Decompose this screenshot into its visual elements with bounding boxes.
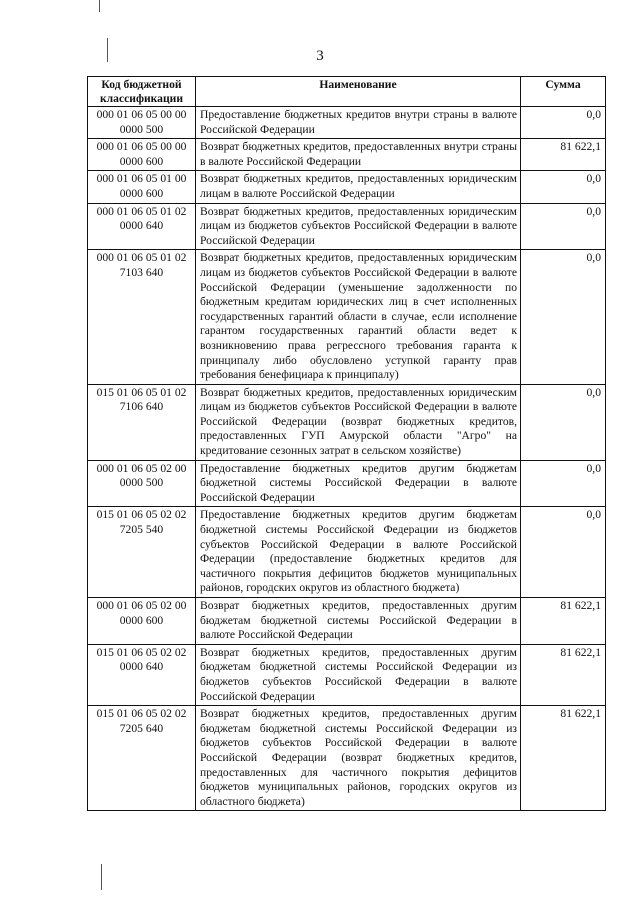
row-name: Возврат бюджетных кредитов, предоставленных другим бюджетам бюджетной системы Российской Федерации из бюджетов субъектов Российской Федерации в валюте Российской Федерации — [196, 644, 521, 705]
budget-classification-table — [87, 76, 606, 811]
row-code: 015 01 06 05 02 02 0000 640 — [88, 644, 196, 705]
row-code: 015 01 06 05 01 02 7106 640 — [88, 384, 196, 460]
table-row — [88, 507, 606, 598]
table-header-row — [88, 77, 606, 107]
row-sum: 0,0 — [521, 107, 606, 139]
row-sum: 81 622,1 — [521, 139, 606, 171]
row-sum: 0,0 — [521, 203, 606, 250]
row-code: 000 01 06 05 01 00 0000 600 — [88, 171, 196, 203]
row-name: Предоставление бюджетных кредитов другим бюджетам бюджетной системы Российской Федерации из бюджетов субъектов Российской Федерации в валюте Российской Федерации (предоставление бюджетных кредитов для частичного покрытия дефицитов бюджетов муниципальных районов, городских округов из областного бюджета) — [196, 507, 521, 598]
table-row — [88, 171, 606, 203]
header-code: Код бюджетной классификации — [88, 77, 196, 107]
table-row — [88, 139, 606, 171]
row-code: 000 01 06 05 01 02 0000 640 — [88, 203, 196, 250]
header-sum: Сумма — [521, 77, 606, 107]
row-sum: 0,0 — [521, 460, 606, 507]
table-row — [88, 644, 606, 705]
table-row — [88, 706, 606, 811]
row-sum: 0,0 — [521, 384, 606, 460]
row-sum: 81 622,1 — [521, 598, 606, 645]
row-code: 015 01 06 05 02 02 7205 640 — [88, 706, 196, 811]
table-row — [88, 203, 606, 250]
row-sum: 81 622,1 — [521, 706, 606, 811]
row-sum: 0,0 — [521, 171, 606, 203]
table-row — [88, 384, 606, 460]
row-code: 000 01 06 05 02 00 0000 600 — [88, 598, 196, 645]
row-name: Возврат бюджетных кредитов, предоставленных юридическим лицам в валюте Российской Федерации — [196, 171, 521, 203]
row-sum: 0,0 — [521, 250, 606, 384]
table-row — [88, 107, 606, 139]
row-name: Возврат бюджетных кредитов, предоставленных другим бюджетам бюджетной системы Российской Федерации из бюджетов субъектов Российской Федерации в валюте Российской Федерации (возврат бюджетных кредитов, предоставленных для частичного покрытия дефицитов бюджетов муниципальных районов, городских округов из областного бюджета) — [196, 706, 521, 811]
row-sum: 0,0 — [521, 507, 606, 598]
row-code: 000 01 06 05 00 00 0000 500 — [88, 107, 196, 139]
table-row — [88, 460, 606, 507]
row-code: 000 01 06 05 00 00 0000 600 — [88, 139, 196, 171]
row-code: 000 01 06 05 01 02 7103 640 — [88, 250, 196, 384]
row-sum: 81 622,1 — [521, 644, 606, 705]
row-name: Возврат бюджетных кредитов, предоставленных юридическим лицам из бюджетов субъектов Российской Федерации в валюте Российской Федерации (уменьшение задолженности по бюджетным кредитам юридических лиц в счет исполненных государственных гарантий области в случае, если исполнение гарантом государственных гарантий области ведет к возникновению права регрессного требования гаранта к принципалу либо обусловлено уступкой гаранту прав требования бенефициара к принципалу) — [196, 250, 521, 384]
row-name: Возврат бюджетных кредитов, предоставленных внутри страны в валюте Российской Федерации — [196, 139, 521, 171]
table-row — [88, 250, 606, 384]
row-name: Возврат бюджетных кредитов, предоставленных другим бюджетам бюджетной системы Российской Федерации в валюте Российской Федерации — [196, 598, 521, 645]
row-name: Предоставление бюджетных кредитов внутри страны в валюте Российской Федерации — [196, 107, 521, 139]
row-name: Возврат бюджетных кредитов, предоставленных юридическим лицам из бюджетов субъектов Российской Федерации в валюте Российской Федерации (возврат бюджетных кредитов, предоставленных ГУП Амурской области "Агро" на кредитование сезонных затрат в сельском хозяйстве) — [196, 384, 521, 460]
scan-mark — [99, 0, 100, 12]
table-row — [88, 598, 606, 645]
row-name: Предоставление бюджетных кредитов другим бюджетам бюджетной системы Российской Федерации в валюте Российской Федерации — [196, 460, 521, 507]
row-name: Возврат бюджетных кредитов, предоставленных юридическим лицам из бюджетов субъектов Российской Федерации в валюте Российской Федерации — [196, 203, 521, 250]
page-number: 3 — [316, 48, 324, 64]
row-code: 000 01 06 05 02 00 0000 500 — [88, 460, 196, 507]
row-code: 015 01 06 05 02 02 7205 540 — [88, 507, 196, 598]
scan-mark — [101, 864, 102, 890]
header-name: Наименование — [196, 77, 521, 107]
